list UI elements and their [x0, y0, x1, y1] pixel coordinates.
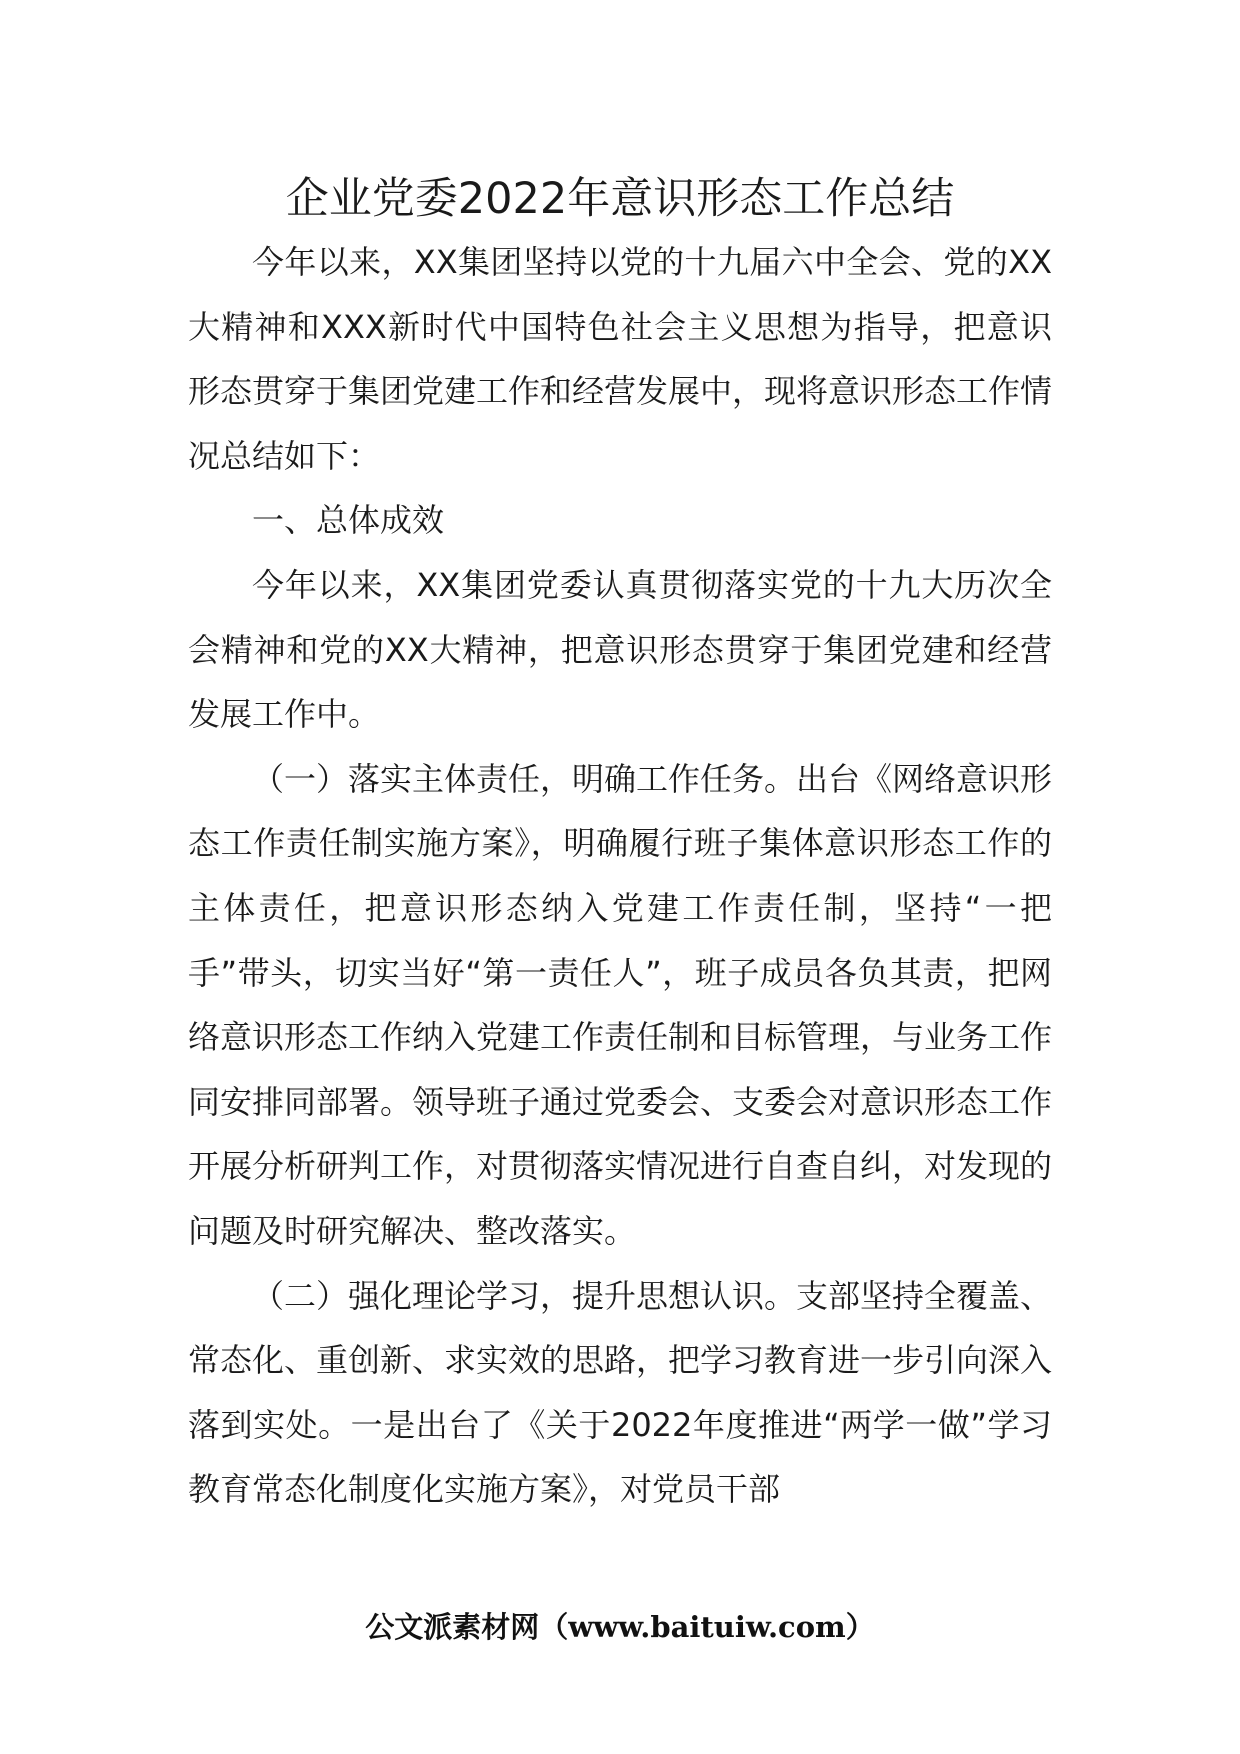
- subsection-2-paragraph: （二）强化理论学习，提升思想认识。支部坚持全覆盖、常态化、重创新、求实效的思路，把学习教育进一步引向深入落到实处。一是出台了《关于2022年度推进“两学一做”学习教育常态化制度化实施方案》，对党员干部: [188, 1276, 1053, 1509]
- document-body: [188, 230, 1052, 1522]
- footer-watermark: 公文派素材网（www.baituiw.com）: [365, 1610, 875, 1644]
- document-title: 企业党委2022年意识形态工作总结: [285, 174, 955, 224]
- subsection-1-paragraph: （一）落实主体责任，明确工作任务。出台《网络意识形态工作责任制实施方案》，明确履行班子集体意识形态工作的主体责任，把意识形态纳入党建工作责任制，坚持“一把手”带头，切实当好“第一责任人”，班子成员各负其责，把网络意识形态工作纳入党建工作责任制和目标管理，与业务工作同安排同部署。领导班子通过党委会、支委会对意识形态工作开展分析研判工作，对贯彻落实情况进行自查自纠，对发现的问题及时研究解决、整改落实。: [188, 759, 1053, 1250]
- intro-paragraph: 今年以来，XX集团坚持以党的十九届六中全会、党的XX大精神和XXX新时代中国特色社会主义思想为指导，把意识形态贯穿于集团党建工作和经营发展中，现将意识形态工作情况总结如下：: [188, 243, 1053, 475]
- section-heading-overall-results: 一、总体成效: [252, 501, 445, 540]
- overall-results-paragraph: 今年以来，XX集团党委认真贯彻落实党的十九大历次全会精神和党的XX大精神，把意识形态贯穿于集团党建和经营发展工作中。: [188, 565, 1052, 734]
